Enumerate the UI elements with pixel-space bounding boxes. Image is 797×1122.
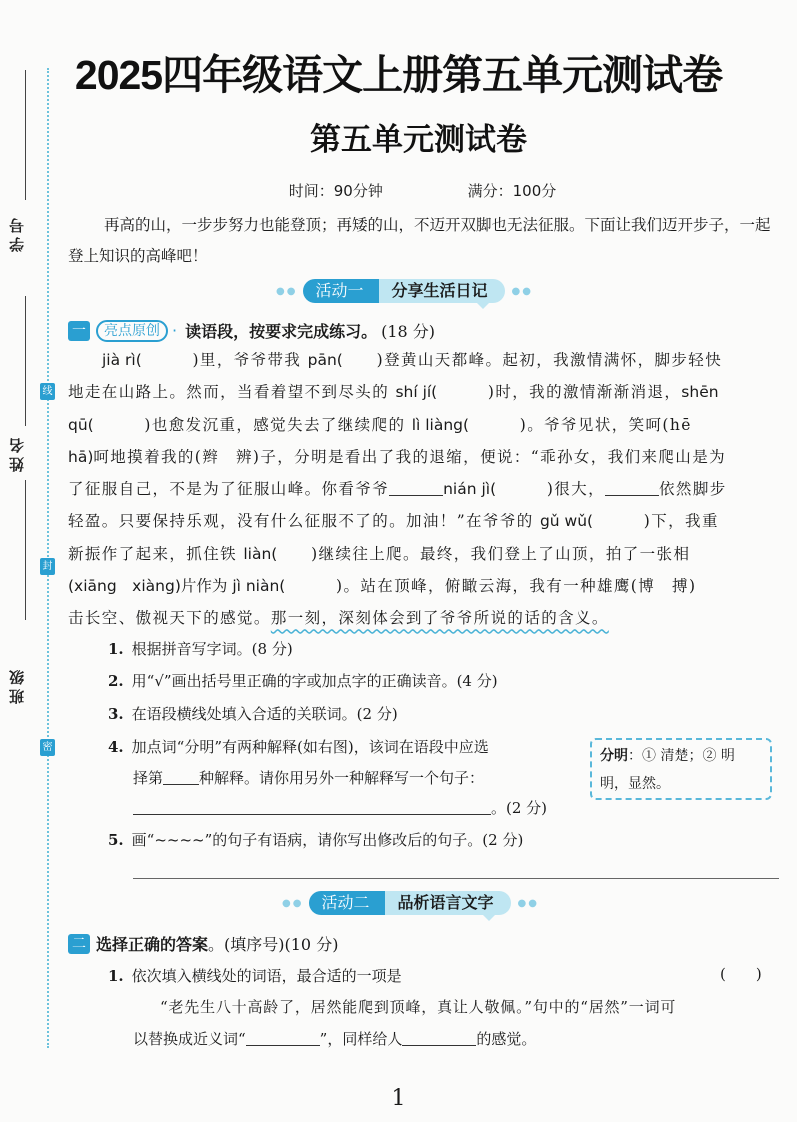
activity1-tag: 活动一 — [303, 279, 379, 303]
passage-line: 轻盈。只要保持乐观，没有什么征服不了的。加油！”在爷爷的 gǔ wǔ( )下，我重 — [68, 512, 719, 531]
sub-question-3: 3. 在语段横线处填入合适的关联词。(2 分) — [108, 705, 398, 723]
section1-heading — [68, 319, 435, 342]
exam-meta — [0, 180, 797, 201]
cut-tag-line: 线 — [40, 383, 55, 400]
section2-heading — [68, 932, 338, 955]
sentence-answer-blank[interactable] — [133, 814, 491, 815]
page-number: 1 — [391, 1086, 406, 1111]
class-label: 班级 — [8, 666, 26, 704]
sub-question-4: 4. 加点词“分明”有两种解释(如右图)，该词在语段中应选 — [108, 738, 489, 756]
activity2-tag: 活动二 — [309, 891, 385, 915]
section-number-badge: 二 — [68, 934, 90, 954]
sub-question-5: 5. 画“~~~~”的句子有语病，请你写出修改后的句子。(2 分) — [108, 831, 524, 849]
explanation-choice-blank[interactable] — [163, 784, 199, 785]
intro-text: 再高的山，一步步努力也能登顶；再矮的山，不迈开双脚也无法征服。下面让我们迈开步子，一起登上知识的高峰吧！ — [68, 216, 771, 265]
section2-context-line2: 以替换成近义词“ ”，同样给人 的感觉。 — [133, 1030, 537, 1048]
time-limit: 时间：90分钟 — [288, 182, 383, 200]
student-id-line-lower — [25, 296, 26, 426]
section-number-badge: 一 — [68, 321, 90, 341]
faulty-sentence: 那一刻，深刻体会到了爷爷所说的话的含义。 — [270, 609, 609, 628]
section2-context-line1: “老先生八十高龄了，居然能爬到顶峰，真让人敬佩。”句中的“居然”一词可 — [160, 998, 677, 1016]
sub-question-4-line3: 。(2 分) — [133, 797, 547, 818]
banner-dots-icon: ●● — [511, 285, 533, 297]
conjunction-blank-2[interactable] — [605, 495, 659, 496]
passage-line: hā)呵地摸着我的(辫 辨)子，分明是看出了我的退缩，便说：“乖孙女，我们来爬山是为 — [68, 447, 726, 466]
cut-tag-secret: 密 — [40, 739, 55, 756]
activity1-banner — [270, 279, 539, 303]
feeling-blank[interactable] — [402, 1045, 476, 1046]
passage-line: 地走在山路上。然而，当看着望不到尽头的 shí jí( )时，我的激情渐渐消退，shēn — [68, 383, 719, 402]
passage-line: 新振作了起来，抓住铁 liàn( )继续往上爬。最终，我们登上了山顶，拍了一张相 — [68, 544, 691, 563]
section2-note: 。(填序号)(10 分) — [208, 935, 339, 954]
answer-line-q5[interactable] — [133, 878, 779, 879]
section1-score: (18 分) — [381, 322, 436, 341]
passage-line: (xiāng xiàng)片作为 jì niàn( )。站在顶峰，俯瞰云海，我有一种雄鹰(博 搏) — [68, 577, 697, 596]
sub-question-2: 2. 用“√”画出括号里正确的字或加点字的正确读音。(4 分) — [108, 672, 498, 690]
section1-title: 读语段，按要求完成练习。 — [185, 322, 378, 341]
answer-paren[interactable]: ( ) — [720, 965, 762, 983]
definition-box: 分明：① 清楚；② 明 明，显然。 — [590, 738, 772, 800]
passage-line: qū( )也愈发沉重，感觉失去了继续爬的 lì liàng( )。爷爷见状，笑呵(hē — [68, 415, 692, 434]
activity2-banner — [276, 891, 545, 915]
activity1-name: 分享生活日记 — [379, 279, 505, 303]
passage-line: 了征服自己，不是为了征服山峰。你看爷爷 nián jì( )很大， 依然脚步 — [68, 480, 727, 499]
sub-question-1: 1. 根据拼音写字词。(8 分) — [108, 640, 293, 658]
banner-dots-icon: ●● — [276, 285, 298, 297]
cut-tag-seal: 封 — [40, 558, 55, 575]
reading-passage — [68, 344, 780, 635]
name-line — [25, 480, 26, 620]
activity2-name: 品析语言文字 — [385, 891, 511, 915]
sub-question-4-line2: 择第 种解释。请你用另外一种解释写一个句子： — [133, 769, 485, 787]
section2-title: 选择正确的答案 — [96, 935, 209, 954]
passage-line: jià rì( )里，爷爷带我 pān( )登黄山天都峰。起初，我激情满怀，脚步轻快 — [102, 351, 723, 369]
bullet-dot-icon: · — [172, 321, 178, 340]
document-subtitle: 第五单元测试卷 — [310, 122, 527, 158]
banner-dots-icon: ●● — [517, 897, 539, 909]
passage-line: 击长空、傲视天下的感觉。那一刻，深刻体会到了爷爷所说的话的含义。 — [68, 609, 609, 628]
banner-dots-icon: ●● — [282, 897, 304, 909]
section2-question-1: 1. 依次填入横线处的词语，最合适的一项是 — [108, 967, 402, 985]
name-label: 姓名 — [8, 434, 26, 472]
definition-term: 分明 — [600, 748, 628, 764]
full-score: 满分：100分 — [467, 182, 557, 200]
conjunction-blank-1[interactable] — [389, 495, 443, 496]
synonym-blank[interactable] — [246, 1045, 320, 1046]
document-title: 2025四年级语文上册第五单元测试卷 — [74, 52, 723, 98]
student-id-label: 学号 — [8, 214, 26, 252]
original-badge: 亮点原创 — [96, 320, 168, 342]
